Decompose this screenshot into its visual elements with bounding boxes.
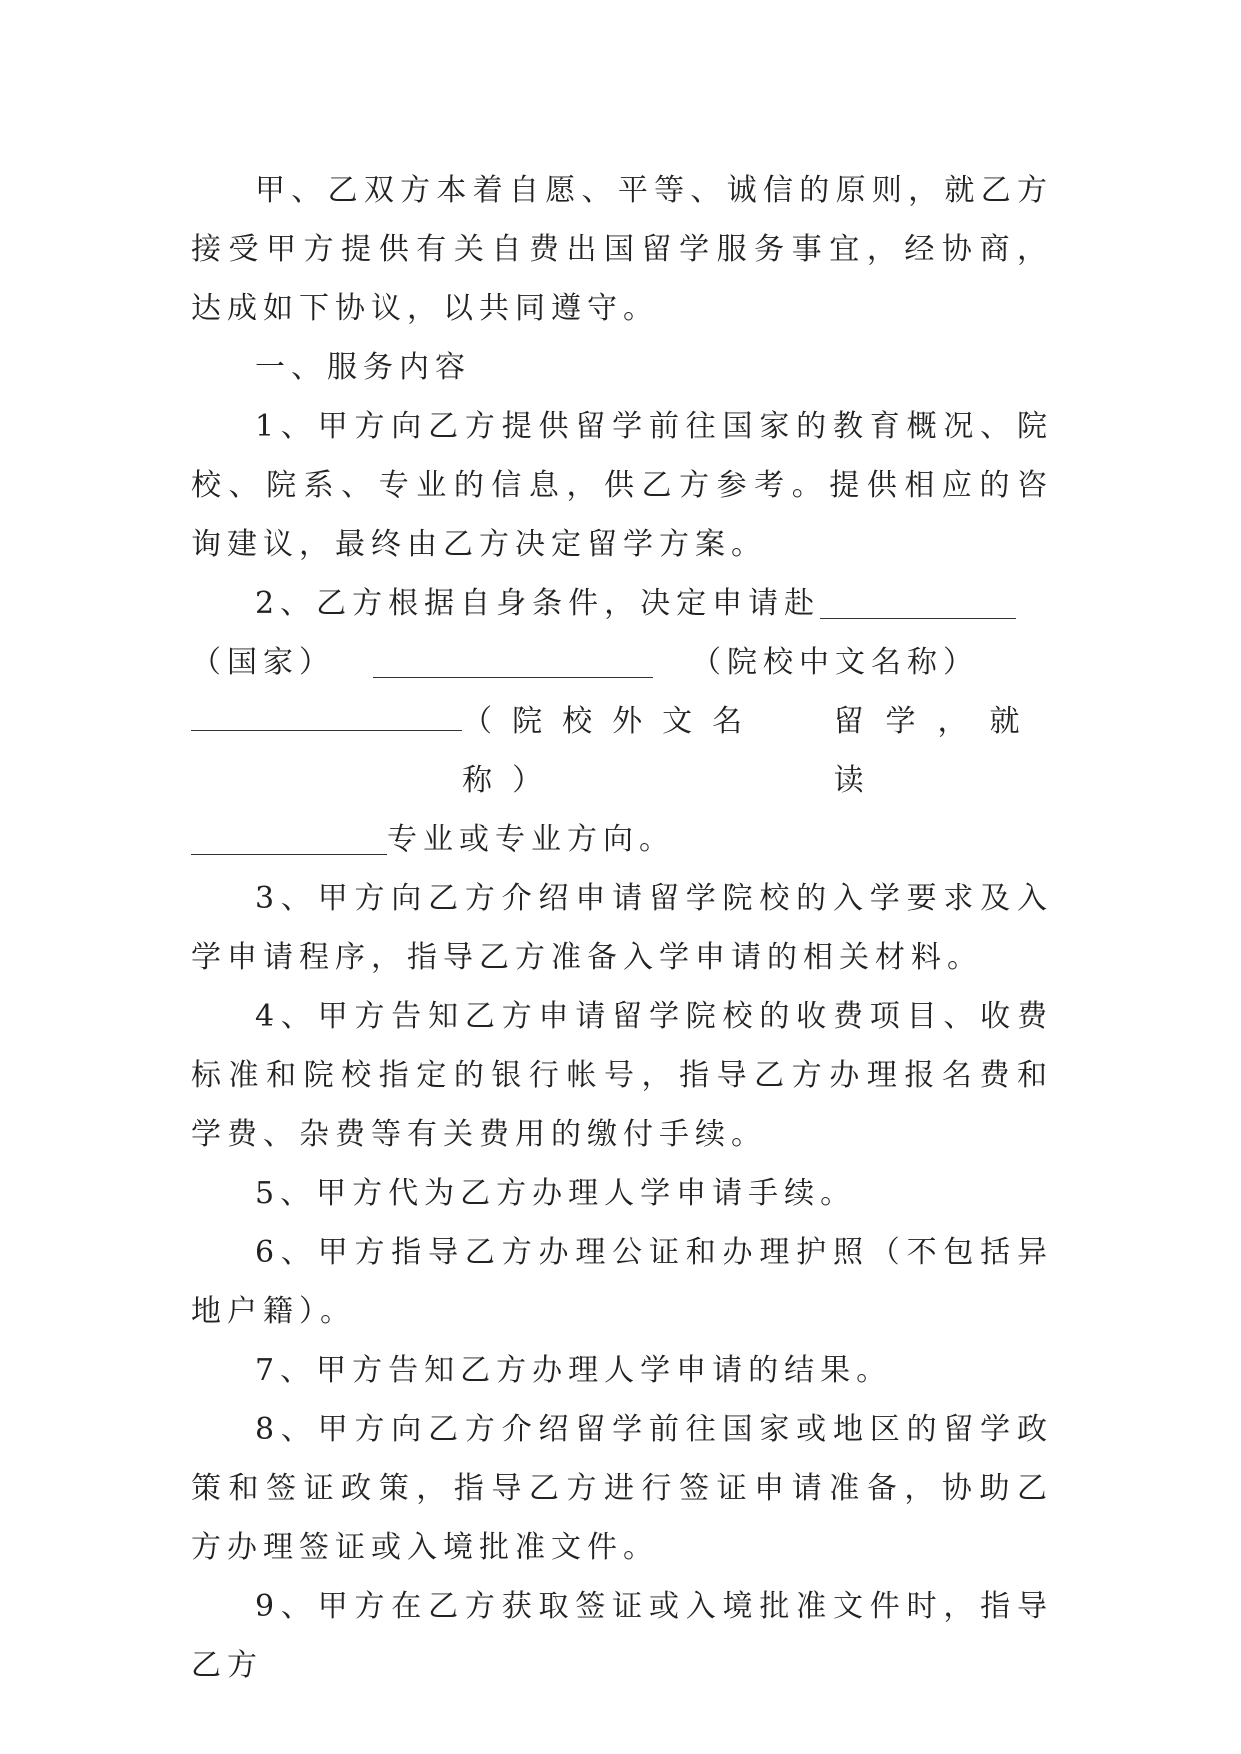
document-body: [191, 161, 1053, 1695]
clause-2: [191, 574, 1053, 869]
clause-4: 4、甲方告知乙方申请留学院校的收费项目、收费标准和院校指定的银行帐号，指导乙方办理报名费和学费、杂费等有关费用的缴付手续。: [191, 999, 1053, 1152]
country-label: （国家）: [191, 645, 335, 680]
study-text: 留学，就读: [833, 704, 1042, 798]
clause-2-line-3: [191, 692, 1053, 810]
clause-7: 7、甲方告知乙方办理人学申请的结果。: [255, 1353, 893, 1388]
country-blank[interactable]: [820, 588, 1016, 619]
school-en-name-label: （院校外文名称）: [462, 704, 763, 798]
clause-2-line-4: [191, 810, 1053, 869]
school-en-name-blank[interactable]: [191, 700, 462, 731]
clause-3: 3、甲方向乙方介绍申请留学院校的入学要求及入学申请程序，指导乙方准备入学申请的相关材料。: [191, 881, 1053, 975]
clause-8: 8、甲方向乙方介绍留学前往国家或地区的留学政策和签证政策，指导乙方进行签证申请准备，协助乙方办理签证或入境批准文件。: [191, 1412, 1053, 1565]
clause-6: 6、甲方指导乙方办理公证和办理护照（不包括异地户籍）。: [191, 1235, 1053, 1329]
clause-9: 9、甲方在乙方获取签证或入境批准文件时，指导乙方: [191, 1589, 1053, 1683]
clause-2-prefix: 2、乙方根据自身条件，决定申请赴: [255, 586, 821, 621]
clause-2-line-1: [191, 574, 1053, 692]
major-suffix: 专业或专业方向。: [387, 822, 675, 857]
clause-5: 5、甲方代为乙方办理人学申请手续。: [255, 1176, 857, 1211]
major-blank[interactable]: [191, 824, 387, 855]
intro-paragraph: 甲、乙双方本着自愿、平等、诚信的原则，就乙方接受甲方提供有关自费出国留学服务事宜，经协商，达成如下协议，以共同遵守。: [191, 173, 1053, 326]
section-heading-service-content: 一、服务内容: [255, 350, 471, 385]
clause-1: 1、甲方向乙方提供留学前往国家的教育概况、院校、院系、专业的信息，供乙方参考。提供相应的咨询建议，最终由乙方决定留学方案。: [191, 409, 1053, 562]
school-cn-name-blank[interactable]: [373, 647, 653, 678]
school-cn-name-label: （院校中文名称）: [691, 645, 979, 680]
